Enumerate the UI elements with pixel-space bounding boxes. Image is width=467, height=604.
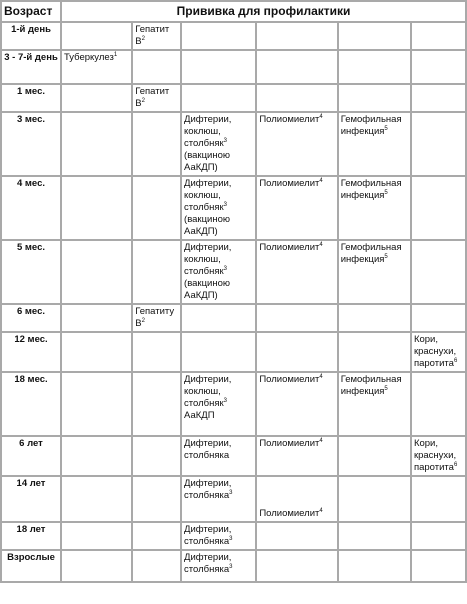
vaccine-cell: [62, 23, 131, 49]
vaccine-cell: [133, 523, 180, 549]
vaccine-cell: [339, 523, 410, 549]
vaccine-cell: [62, 551, 131, 581]
vaccine-cell: [339, 241, 410, 303]
vaccine-cell: [412, 373, 465, 435]
table-row: [2, 23, 465, 49]
vaccine-cell: [62, 305, 131, 331]
vaccine-cell: [182, 177, 255, 239]
vaccine-cell: [257, 333, 336, 371]
footnote-marker: 2: [141, 97, 145, 104]
vaccine-cell: [257, 177, 336, 239]
vaccine-cell: [339, 333, 410, 371]
vaccine-note: АаКДП: [184, 410, 215, 421]
footnote-marker: 2: [141, 317, 145, 324]
vaccine-cell: [257, 523, 336, 549]
vaccine-cell: [133, 477, 180, 521]
table-row: [2, 177, 465, 239]
vaccine-name: Дифтерии, коклюш, столбняк: [184, 242, 232, 277]
vaccine-cell: [62, 85, 131, 111]
vaccine-cell: [412, 333, 465, 371]
vaccine-cell: [133, 373, 180, 435]
vaccine-note: (вакциною АаКДП): [184, 150, 230, 173]
footnote-marker: 6: [453, 357, 458, 364]
vaccine-name: Гепатит В: [135, 24, 170, 47]
vaccine-cell: [412, 477, 465, 521]
footnote-marker: 3: [229, 535, 233, 542]
table-row: [2, 437, 465, 475]
vaccine-cell: [412, 113, 465, 175]
vaccine-cell: [339, 305, 410, 331]
footnote-marker: 3: [229, 563, 233, 570]
vaccine-note: (вакциною АаКДП): [184, 278, 230, 301]
vaccine-cell: [257, 241, 336, 303]
vaccine-cell: [339, 477, 410, 521]
age-cell: 18 лет: [2, 523, 60, 549]
vaccine-cell: [62, 437, 131, 475]
table-row: [2, 523, 465, 549]
vaccine-cell: [133, 551, 180, 581]
footnote-marker: 5: [384, 189, 388, 196]
vaccine-cell: [182, 23, 255, 49]
age-cell: 5 мес.: [2, 241, 60, 303]
footnote-marker: 3: [223, 397, 227, 404]
vaccine-cell: [182, 51, 255, 83]
vaccine-cell: [133, 113, 180, 175]
vaccine-name: Дифтерии, столбняка: [184, 438, 232, 461]
vaccine-cell: [62, 333, 131, 371]
table-row: [2, 373, 465, 435]
footnote-marker: 5: [384, 385, 388, 392]
vaccine-cell: [412, 523, 465, 549]
vaccine-cell: [133, 177, 180, 239]
vaccine-cell: [412, 23, 465, 49]
vaccine-cell: [339, 51, 410, 83]
age-column-header: Возраст: [2, 2, 60, 21]
vaccine-cell: [257, 373, 336, 435]
vaccine-name: Гемофильная инфекция: [340, 374, 402, 397]
vaccine-cell: [133, 51, 180, 83]
vaccine-name: Гемофильная инфекция: [340, 178, 402, 201]
vaccine-cell: [182, 333, 255, 371]
vaccine-name: Дифтерии, столбняка: [184, 524, 232, 547]
vaccine-name: Полиомиелит: [259, 438, 320, 449]
vaccine-cell: [133, 85, 180, 111]
vaccine-cell: [339, 23, 410, 49]
footnote-marker: 4: [319, 113, 323, 120]
footnote-marker: 3: [223, 201, 227, 208]
vaccine-cell: [182, 85, 255, 111]
vaccine-name: Дифтерии, коклюш, столбняк: [184, 114, 232, 149]
vaccine-name: Полиомиелит: [259, 374, 320, 385]
age-cell: 4 мес.: [2, 177, 60, 239]
header-row: [2, 2, 465, 21]
age-cell: 6 лет: [2, 437, 60, 475]
vaccine-name: Дифтерии, столбняка: [184, 552, 232, 575]
vaccine-name: Полиомиелит: [259, 242, 320, 253]
table-row: [2, 333, 465, 371]
footnote-marker: 5: [384, 253, 388, 260]
footnote-marker: 3: [229, 489, 233, 496]
vaccine-cell: [257, 551, 336, 581]
vaccine-note: (вакциною АаКДП): [184, 214, 230, 237]
footnote-marker: 3: [223, 265, 227, 272]
footnote-marker: 4: [319, 241, 323, 248]
footnote-marker: 4: [319, 177, 323, 184]
vaccine-cell: [339, 437, 410, 475]
vaccine-cell: [257, 305, 336, 331]
vaccine-name: Кори, краснухи, паротита: [413, 334, 457, 369]
vaccine-cell: [339, 85, 410, 111]
vaccine-cell: [257, 51, 336, 83]
vaccine-cell: [182, 477, 255, 521]
vaccine-cell: [412, 85, 465, 111]
vaccine-cell: [133, 305, 180, 331]
vaccine-cell: [339, 177, 410, 239]
vaccine-cell: [182, 523, 255, 549]
schedule-body: [2, 23, 465, 581]
vaccine-cell: [182, 437, 255, 475]
vaccine-cell: [133, 23, 180, 49]
vaccine-cell: [257, 85, 336, 111]
footnote-marker: 4: [319, 507, 323, 514]
age-cell: 1 мес.: [2, 85, 60, 111]
vaccine-name: Кори, краснухи, паротита: [413, 438, 457, 473]
footnote-marker: 2: [141, 35, 145, 42]
footnote-marker: 1: [113, 51, 118, 58]
vaccine-cell: [182, 113, 255, 175]
vaccine-cell: [62, 373, 131, 435]
vaccine-cell: [62, 523, 131, 549]
vaccine-cell: [182, 373, 255, 435]
vaccine-cell: [412, 551, 465, 581]
vaccine-name: Гемофильная инфекция: [340, 114, 402, 137]
footnote-marker: 6: [453, 461, 458, 468]
footnote-marker: 4: [319, 373, 323, 380]
vaccine-cell: [257, 477, 336, 521]
vaccine-name: Полиомиелит: [259, 114, 320, 125]
table-row: [2, 477, 465, 521]
table-row: [2, 241, 465, 303]
table-row: [2, 85, 465, 111]
table-row: [2, 113, 465, 175]
vaccine-name: Дифтерии, столбняка: [184, 478, 232, 501]
vaccine-cell: [412, 241, 465, 303]
vaccine-cell: [62, 113, 131, 175]
vaccine-cell: [339, 373, 410, 435]
age-cell: Взрослые: [2, 551, 60, 581]
age-cell: 3 - 7-й день: [2, 51, 60, 83]
vaccine-cell: [257, 23, 336, 49]
table-row: [2, 51, 465, 83]
vaccine-name: Гепатит В: [135, 86, 170, 109]
vaccine-name: Полиомиелит: [259, 178, 320, 189]
vaccine-cell: [182, 551, 255, 581]
vaccine-name: Гепатиту В: [135, 306, 175, 329]
vaccine-name: Дифтерии, коклюш, столбняк: [184, 374, 232, 409]
age-cell: 3 мес.: [2, 113, 60, 175]
vaccine-name: Гемофильная инфекция: [340, 242, 402, 265]
table-row: [2, 305, 465, 331]
age-cell: 12 мес.: [2, 333, 60, 371]
vaccine-cell: [412, 305, 465, 331]
age-cell: 1-й день: [2, 23, 60, 49]
vaccine-cell: [412, 437, 465, 475]
vaccine-cell: [339, 551, 410, 581]
age-cell: 6 мес.: [2, 305, 60, 331]
footnote-marker: 4: [319, 437, 323, 444]
vaccination-column-header: Прививка для профилактики: [62, 2, 465, 21]
vaccine-name: Дифтерии, коклюш, столбняк: [184, 178, 232, 213]
vaccine-cell: [182, 305, 255, 331]
vaccine-name: Туберкулез: [64, 52, 114, 63]
footnote-marker: 3: [223, 137, 227, 144]
vaccine-cell: [182, 241, 255, 303]
age-cell: 18 мес.: [2, 373, 60, 435]
vaccine-cell: [257, 437, 336, 475]
table-row: [2, 551, 465, 581]
vaccine-name: Полиомиелит: [259, 508, 320, 519]
vaccine-cell: [62, 477, 131, 521]
vaccine-cell: [62, 241, 131, 303]
footnote-marker: 5: [384, 125, 388, 132]
vaccine-cell: [257, 113, 336, 175]
vaccine-cell: [412, 177, 465, 239]
vaccine-cell: [62, 177, 131, 239]
vaccine-cell: [133, 437, 180, 475]
vaccine-cell: [339, 113, 410, 175]
vaccine-cell: [133, 241, 180, 303]
vaccine-cell: [62, 51, 131, 83]
age-cell: 14 лет: [2, 477, 60, 521]
vaccine-cell: [133, 333, 180, 371]
vaccine-cell: [412, 51, 465, 83]
